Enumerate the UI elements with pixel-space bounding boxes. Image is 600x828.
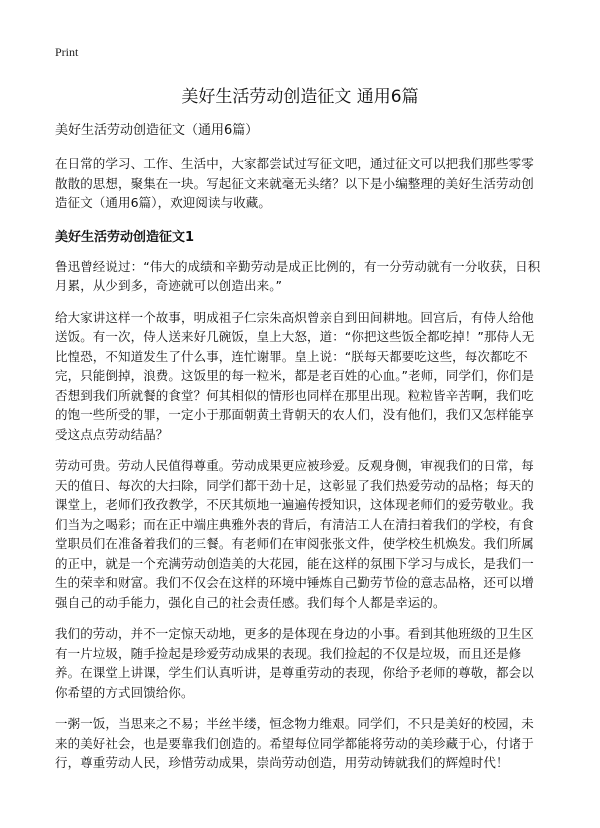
body-paragraph-3: 劳动可贵。劳动人民值得尊重。劳动成果更应被珍爱。反观身侧，审视我们的日常，每天的值日、每次的大扫除，同学们都干劲十足，这彰显了我们热爱劳动的品格；每天的课堂上，老师们孜孜教学，不厌其烦地一遍遍传授知识，这体现老师们的爱劳敬业。我们当为之喝彩；而在正中端庄典雅外表的背后，有清洁工人在清扫着我们的学校，有食堂职员们在准备着我们的三餐。有老师们在审阅张张文件，使学校生机焕发。我们所属的正中，就是一个充满劳动创造美的大花园，能在这样的氛围下学习与成长，是我们一生的荣幸和财富。我们不仅会在这样的环境中锤炼自己勤劳节俭的意志品格，还可以增强自己的动手能力，强化自己的社会责任感。我们每个人都是幸运的。: [55, 458, 534, 610]
print-link[interactable]: Print: [55, 45, 79, 59]
body-paragraph-4: 我们的劳动，并不一定惊天动地，更多的是体现在身边的小事。看到其他班级的卫生区有一片垃圾，随手捡起是珍爱劳动成果的表现。我们捡起的不仅是垃圾，而且还是修养。在课堂上讲课，学生们认真听讲，是尊重劳动的表现，你给予老师的尊敬，都会以你希望的方式回馈给你。: [55, 626, 534, 700]
intro-paragraph: 在日常的学习、工作、生活中，大家都尝试过写征文吧，通过征文可以把我们那些零零散散的思想，聚集在一块。写起征文来就毫无头绪？以下是小编整理的美好生活劳动创造征文（通用6篇），欢迎阅读与收藏。: [55, 156, 534, 210]
body-paragraph-2: 给大家讲这样一个故事，明成祖子仁宗朱高炽曾亲自到田间耕地。回宫后，有侍人给他送饭。有一次，侍人送来好几碗饭，皇上大怒，道：“你把这些饭全都吃掉！”那侍人无比惶恐，不知道发生了什么事，连忙谢罪。皇上说：“朕每天都要吃这些，每次都吃不完，只能倒掉，浪费。这饭里的每一粒米，都是老百姓的心血。”老师，同学们，你们是否想到我们所就餐的食堂？何其相似的情形也同样在那里出现。粒粒皆辛苦啊，我们吃的饱一些所受的罪，一定小于那面朝黄土背朝天的农人们，没有他们，我们又怎样能享受这点点劳动结晶？: [55, 309, 535, 442]
page-title: 美好生活劳动创造征文 通用6篇: [181, 87, 419, 107]
body-paragraph-1: 鲁迅曾经说过：“伟大的成绩和辛勤劳动是成正比例的，有一分劳动就有一分收获，日积月累，从少到多，奇迹就可以创造出来。”: [55, 258, 541, 293]
section-heading: 美好生活劳动创造征文1: [55, 229, 195, 245]
document-subtitle: 美好生活劳动创造征文（通用6篇）: [55, 123, 259, 138]
body-paragraph-5: 一粥一饭，当思来之不易；半丝半缕，恒念物力维艰。同学们，不只是美好的校园，未来的美好社会，也是要靠我们创造的。希望每位同学都能将劳动的美珍藏于心，付诸于行，尊重劳动人民，珍惜劳动成果，崇尚劳动创造，用劳动铸就我们的辉煌时代！: [55, 716, 534, 770]
